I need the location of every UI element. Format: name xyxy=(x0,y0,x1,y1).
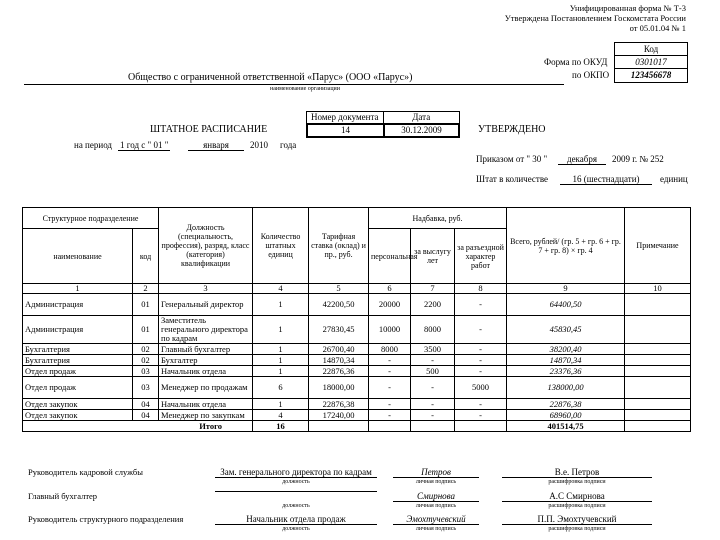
col-num: 8 xyxy=(455,284,507,294)
header-bonus-seniority: за выслугу лет xyxy=(411,229,455,284)
row-code: 04 xyxy=(133,399,159,410)
header-bonus-travel: за разъездной характер работ xyxy=(455,229,507,284)
row-code: 01 xyxy=(133,316,159,344)
sig-name: П.П. Эмохтучевский xyxy=(502,514,652,525)
row-position: Начальник отдела xyxy=(159,366,253,377)
row-bonus-seniority: - xyxy=(411,377,455,399)
row-bonus-travel: 5000 xyxy=(455,377,507,399)
row-unit: Бухгалтерия xyxy=(23,344,133,355)
col-num: 2 xyxy=(133,284,159,294)
sig-position: Зам. генерального директора по кадрам xyxy=(215,467,377,478)
okud-label: Форма по ОКУД xyxy=(544,57,608,67)
row-bonus-personal: - xyxy=(369,410,411,421)
sig-label: Руководитель кадровой службы xyxy=(28,467,143,477)
order-text: Приказом от " 30 " xyxy=(476,154,548,164)
row-code: 01 xyxy=(133,294,159,316)
row-position: Менеджер по закупкам xyxy=(159,410,253,421)
table-row xyxy=(23,294,691,316)
row-bonus-travel: - xyxy=(455,316,507,344)
row-unit: Бухгалтерия xyxy=(23,355,133,366)
row-total: 138000,00 xyxy=(507,377,625,399)
row-bonus-seniority: 8000 xyxy=(411,316,455,344)
row-position: Бухгалтер xyxy=(159,355,253,366)
sig-signature: Петров xyxy=(393,467,479,478)
okpo-cell xyxy=(614,68,688,83)
row-rate: 27830,45 xyxy=(309,316,369,344)
row-bonus-personal: 10000 xyxy=(369,316,411,344)
row-count: 4 xyxy=(253,410,309,421)
row-note xyxy=(625,366,691,377)
staff-text: Штат в количестве xyxy=(476,174,549,184)
row-unit: Администрация xyxy=(23,294,133,316)
staff-unit: единиц xyxy=(660,174,688,184)
row-count: 1 xyxy=(253,294,309,316)
sig-caption-position: должность xyxy=(282,503,310,509)
row-bonus-travel: - xyxy=(455,410,507,421)
sig-position: Начальник отдела продаж xyxy=(215,514,377,525)
row-total: 38200,40 xyxy=(507,344,625,355)
sig-signature: Смирнова xyxy=(393,491,479,502)
doc-number-box xyxy=(306,111,460,138)
row-count: 6 xyxy=(253,377,309,399)
row-code: 03 xyxy=(133,366,159,377)
header-count: Количество штатных единиц xyxy=(253,208,309,284)
table-row xyxy=(23,399,691,410)
sig-name: В.е. Петров xyxy=(502,467,652,478)
sig-position xyxy=(215,491,377,492)
col-num: 7 xyxy=(411,284,455,294)
col-num: 3 xyxy=(159,284,253,294)
doc-date-header: Дата xyxy=(384,111,461,124)
table-row xyxy=(23,366,691,377)
row-total: 22876,38 xyxy=(507,399,625,410)
col-num: 4 xyxy=(253,284,309,294)
row-unit: Отдел продаж xyxy=(23,366,133,377)
row-unit: Администрация xyxy=(23,316,133,344)
row-note xyxy=(625,410,691,421)
code-header: Код xyxy=(643,44,659,54)
total-count: 16 xyxy=(253,421,309,432)
sig-name: А.С Смирнова xyxy=(502,491,652,502)
header-bonus: Надбавка, руб. xyxy=(369,208,507,229)
row-total: 14870,34 xyxy=(507,355,625,366)
total-sum: 401514,75 xyxy=(507,421,625,432)
row-rate: 42200,50 xyxy=(309,294,369,316)
row-rate: 22876,38 xyxy=(309,399,369,410)
row-bonus-travel: - xyxy=(455,344,507,355)
row-code: 04 xyxy=(133,410,159,421)
period-suffix: года xyxy=(280,140,297,150)
row-bonus-travel: - xyxy=(455,399,507,410)
col-num: 10 xyxy=(625,284,691,294)
sig-label: Главный бухгалтер xyxy=(28,491,98,501)
header-unit-name: наименование xyxy=(23,229,133,284)
row-position: Менеджер по продажам xyxy=(159,377,253,399)
table-row xyxy=(23,410,691,421)
sig-caption-signature: личная подпись xyxy=(415,503,457,509)
table-row xyxy=(23,316,691,344)
row-rate: 17240,00 xyxy=(309,410,369,421)
row-bonus-personal: - xyxy=(369,355,411,366)
row-note xyxy=(625,355,691,366)
row-position: Заместитель генерального директора по кадрам xyxy=(159,316,253,344)
row-total: 23376,36 xyxy=(507,366,625,377)
doc-number-header: Номер документа xyxy=(306,111,384,124)
staff-value: 16 (шестнадцати) xyxy=(560,174,652,185)
row-code: 02 xyxy=(133,355,159,366)
col-num: 1 xyxy=(23,284,133,294)
row-bonus-personal: - xyxy=(369,377,411,399)
sig-caption-name: расшифровка подписи xyxy=(548,526,606,532)
column-numbers-row xyxy=(23,284,691,294)
row-total: 45830,45 xyxy=(507,316,625,344)
row-bonus-personal: - xyxy=(369,366,411,377)
header-note: Примечание xyxy=(625,208,691,284)
order-month: декабря xyxy=(558,154,606,165)
header-unit-code: код xyxy=(133,229,159,284)
row-note xyxy=(625,344,691,355)
okud-cell xyxy=(614,55,688,69)
period-mid: 1 год с " 01 " xyxy=(120,140,169,150)
okpo-label: по ОКПО xyxy=(572,70,610,80)
row-count: 1 xyxy=(253,355,309,366)
period-year: 2010 xyxy=(250,140,268,150)
sig-label: Руководитель структурного подразделения xyxy=(28,514,184,524)
form-info-line2: Утверждена Постановлением Госкомстата России xyxy=(504,13,686,23)
row-count: 1 xyxy=(253,344,309,355)
col-num: 5 xyxy=(309,284,369,294)
row-rate: 22876,36 xyxy=(309,366,369,377)
row-position: Начальник отдела xyxy=(159,399,253,410)
doc-date: 30.12.2009 xyxy=(385,124,460,138)
row-note xyxy=(625,377,691,399)
row-count: 1 xyxy=(253,366,309,377)
table-row xyxy=(23,377,691,399)
row-bonus-seniority: 2200 xyxy=(411,294,455,316)
row-code: 03 xyxy=(133,377,159,399)
sig-signature: Эмохтучевский xyxy=(393,514,479,525)
row-bonus-travel: - xyxy=(455,355,507,366)
row-rate: 18000,00 xyxy=(309,377,369,399)
okud-value: 0301017 xyxy=(635,57,667,67)
okpo-value: 123456678 xyxy=(630,70,672,80)
row-bonus-seniority: - xyxy=(411,355,455,366)
sig-caption-name: расшифровка подписи xyxy=(548,503,606,509)
row-bonus-seniority: 3500 xyxy=(411,344,455,355)
row-unit: Отдел продаж xyxy=(23,377,133,399)
row-bonus-personal: - xyxy=(369,399,411,410)
form-info-line1: Унифицированная форма № Т-3 xyxy=(569,3,686,13)
table-row xyxy=(23,344,691,355)
row-bonus-seniority: 500 xyxy=(411,366,455,377)
row-note xyxy=(625,294,691,316)
org-caption: наименование организации xyxy=(270,86,340,92)
header-position: Должность (специальность, профессия), разряд, класс (категория) квалификации xyxy=(159,208,253,284)
row-total: 68960,00 xyxy=(507,410,625,421)
col-num: 9 xyxy=(507,284,625,294)
header-rate: Тарифная ставка (оклад) и пр., руб. xyxy=(309,208,369,284)
row-bonus-seniority: - xyxy=(411,399,455,410)
row-bonus-seniority: - xyxy=(411,410,455,421)
total-label: Итого xyxy=(23,421,253,432)
header-unit: Структурное подразделение xyxy=(23,208,159,229)
sig-caption-name: расшифровка подписи xyxy=(548,479,606,485)
row-code: 02 xyxy=(133,344,159,355)
doc-title: ШТАТНОЕ РАСПИСАНИЕ xyxy=(150,124,268,135)
row-unit: Отдел закупок xyxy=(23,399,133,410)
row-rate: 14870,34 xyxy=(309,355,369,366)
row-total: 64400,50 xyxy=(507,294,625,316)
row-position: Генеральный директор xyxy=(159,294,253,316)
row-rate: 26700,40 xyxy=(309,344,369,355)
row-bonus-personal: 20000 xyxy=(369,294,411,316)
table-row xyxy=(23,355,691,366)
sig-caption-position: должность xyxy=(282,479,310,485)
header-bonus-personal: персональная xyxy=(369,229,411,284)
row-bonus-travel: - xyxy=(455,366,507,377)
total-row xyxy=(23,421,691,432)
period-prefix: на период xyxy=(74,140,113,150)
form-info xyxy=(505,3,686,33)
sig-caption-position: должность xyxy=(282,526,310,532)
row-note xyxy=(625,399,691,410)
approved-label: УТВЕРЖДЕНО xyxy=(478,124,546,135)
code-header-cell xyxy=(614,42,688,56)
row-count: 1 xyxy=(253,399,309,410)
row-bonus-travel: - xyxy=(455,294,507,316)
table-body xyxy=(23,294,691,421)
row-bonus-personal: 8000 xyxy=(369,344,411,355)
row-count: 1 xyxy=(253,316,309,344)
col-num: 6 xyxy=(369,284,411,294)
row-note xyxy=(625,316,691,344)
doc-number: 14 xyxy=(306,124,385,138)
header-total: Всего, рублей/ (гр. 5 + гр. 6 + гр. 7 + гр. 8) × гр. 4 xyxy=(507,208,625,284)
sig-caption-signature: личная подпись xyxy=(415,479,457,485)
order-year: 2009 г. № 252 xyxy=(612,154,664,164)
sig-caption-signature: личная подпись xyxy=(415,526,457,532)
staffing-table xyxy=(22,207,691,432)
period-month: января xyxy=(188,140,244,151)
form-info-line3: от 05.01.04 № 1 xyxy=(629,23,686,33)
org-name: Общество с ограниченной ответственной «Парус» (ООО «Парус») xyxy=(128,72,413,83)
row-position: Главный бухгалтер xyxy=(159,344,253,355)
row-unit: Отдел закупок xyxy=(23,410,133,421)
